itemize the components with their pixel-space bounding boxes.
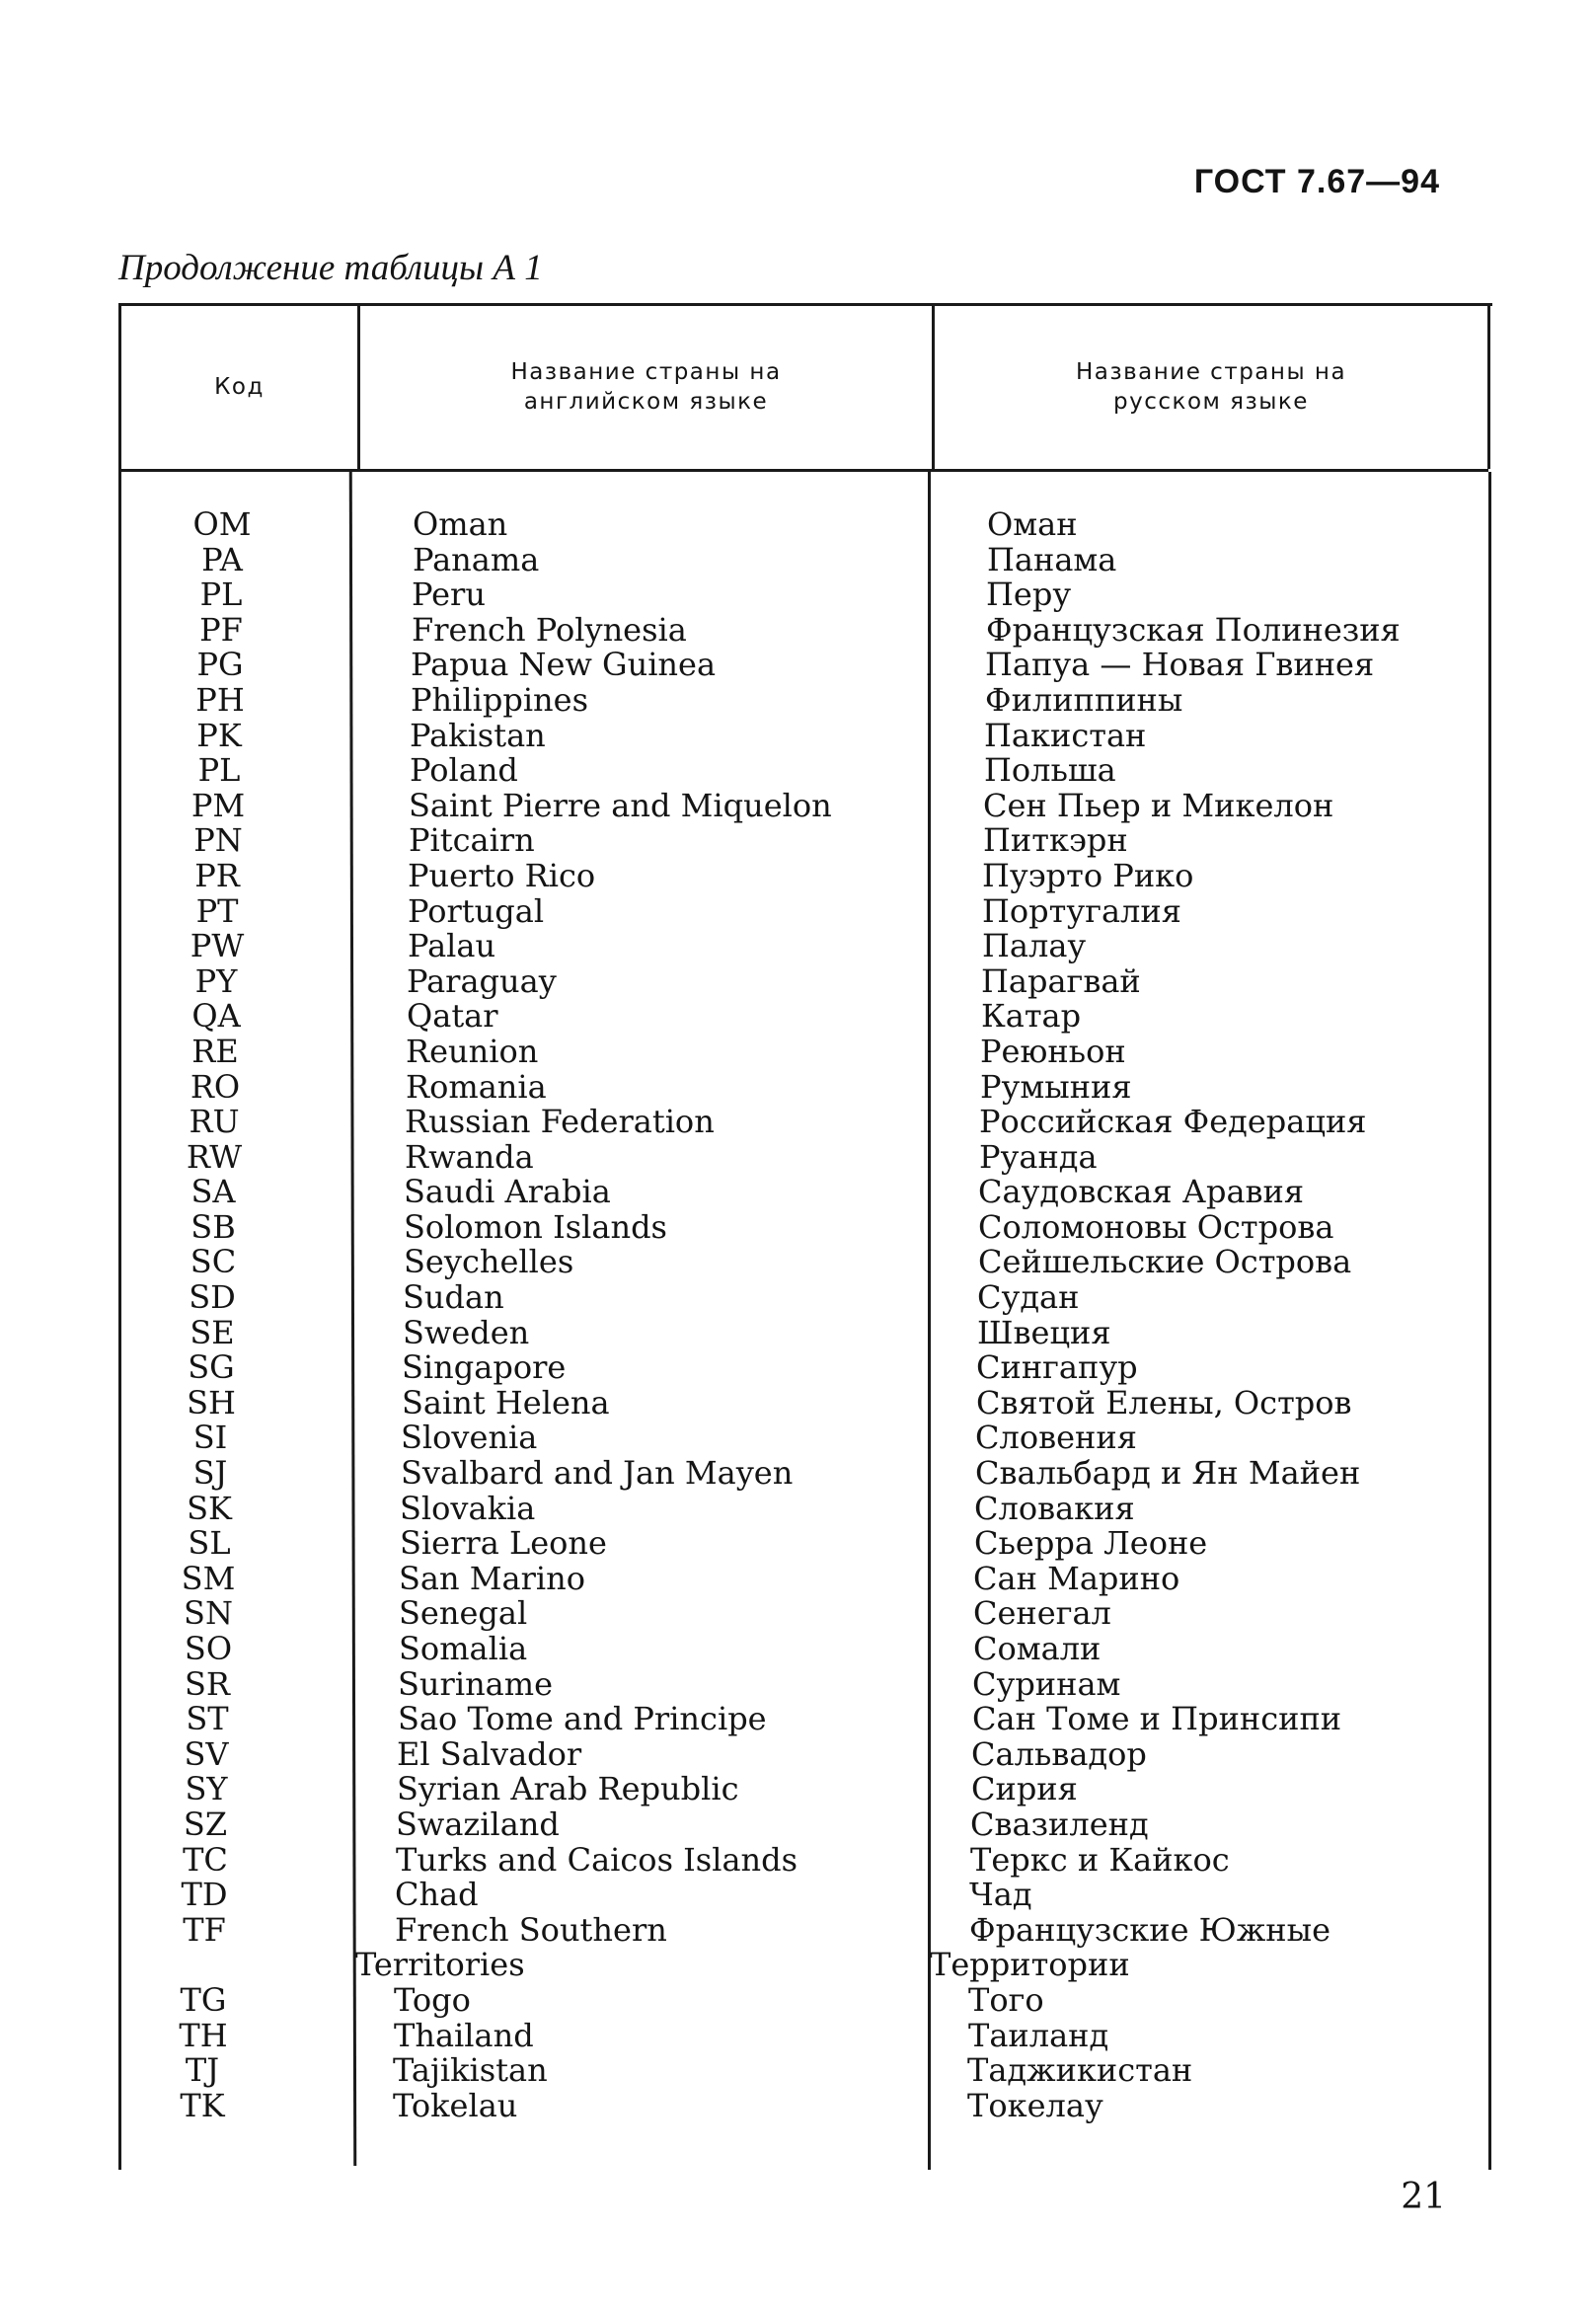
table-row [0,1067,1596,1106]
country-code: SE [190,1313,235,1351]
table-body [0,507,1596,2123]
country-name-russian: Свазиленд [970,1805,1149,1843]
table-row [0,1632,1596,1667]
table-row [0,1105,1596,1140]
country-name-russian: Сальвадор [971,1734,1147,1773]
table-row [0,823,1596,859]
country-name-russian: Словакия [974,1489,1135,1527]
country-code: SK [187,1489,232,1527]
country-code: TK [180,2086,225,2124]
country-name-english: Thailand [394,2016,534,2054]
country-name-russian: Катар [981,997,1082,1036]
table-row [0,856,1596,894]
country-name-russian: Токелау [967,2086,1103,2124]
country-name-russian: Французские Южные [969,1910,1331,1949]
country-name-russian: Сейшельские Острова [978,1243,1352,1281]
country-code: SL [188,1524,231,1563]
table-row [0,2016,1596,2054]
country-name-russian: Сен Пьер и Микелон [983,786,1334,824]
table-row [0,753,1596,789]
country-name-russian: Судан [977,1278,1080,1317]
country-code: PA [201,540,243,578]
country-name-english: Svalbard and Jan Mayen [401,1454,794,1493]
table-row [0,1313,1596,1351]
country-code: SB [190,1207,236,1246]
country-name-english: Sudan [403,1278,504,1317]
country-name-russian: Швеция [977,1313,1111,1351]
country-code: PN [193,821,243,860]
country-name-russian: Филиппины [985,680,1183,719]
country-name-english: Solomon Islands [404,1207,667,1246]
country-name-english: Sao Tome and Principe [398,1700,767,1738]
table-row [0,680,1596,719]
table-row [0,1948,1596,1983]
country-name-english: Pitcairn [409,821,535,860]
country-code: PW [190,927,245,965]
table-row [0,1280,1596,1316]
country-code: TG [180,1980,227,2019]
country-code: QA [191,997,241,1036]
table-row [0,1383,1596,1421]
table-row [0,1350,1596,1386]
page-number: 21 [1401,2177,1446,2217]
country-name-russian: Таджикистан [967,2051,1193,2090]
country-name-english: Panama [413,540,540,578]
country-name-russian: Суринам [972,1664,1121,1703]
table-row [0,1840,1596,1879]
country-code: SD [189,1278,236,1317]
country-name-english: San Marino [399,1559,586,1597]
country-name-english: French Polynesia [412,610,687,649]
column-header-russian [935,357,1487,417]
country-code: PK [196,716,242,754]
table-row [0,1664,1596,1703]
country-name-english: Suriname [398,1664,554,1703]
country-code: TF [183,1910,226,1949]
country-name-russian: Соломоновы Острова [978,1207,1334,1246]
table-row [0,1910,1596,1949]
country-code: TC [183,1840,228,1879]
table-row [0,1878,1596,1913]
country-name-russian: Сирия [971,1770,1078,1808]
country-name-english: Togo [394,1980,471,2019]
country-code: SN [184,1594,233,1633]
country-name-english: Paraguay [407,961,557,1000]
table-caption: Продолжение таблицы А 1 [118,248,543,288]
country-code: SC [190,1243,237,1281]
country-name-english: Territories [355,1946,525,1984]
country-code: SR [184,1664,230,1703]
country-code: PR [194,856,240,894]
country-name-english: Peru [412,576,486,614]
country-code: SO [184,1630,233,1667]
table-row [0,2053,1596,2089]
column-header-english-line2: английском языке [523,389,769,415]
table-top-border [118,303,1492,306]
country-name-english: Tajikistan [393,2051,548,2090]
column-divider-right-header [1487,306,1490,469]
table-row [0,1489,1596,1527]
table-row [0,540,1596,578]
country-name-russian: Пакистан [984,716,1147,754]
country-code: SZ [183,1805,228,1843]
country-code: SM [181,1559,236,1597]
country-name-english: Portugal [408,891,545,930]
country-name-english: Seychelles [404,1243,574,1281]
country-code: PL [199,576,243,614]
country-name-russian: Руанда [979,1137,1098,1176]
country-code: RE [191,1032,239,1070]
country-name-russian: Французская Полинезия [986,610,1401,649]
table-row [0,1980,1596,2019]
country-name-english: Swaziland [396,1805,560,1843]
country-name-english: Rwanda [405,1137,534,1176]
country-code: PM [190,786,246,824]
table-row [0,1175,1596,1210]
country-code: SA [190,1173,236,1211]
country-code: TH [179,2016,228,2054]
column-header-russian-line2: русском языке [1113,389,1309,415]
table-row [0,2086,1596,2124]
country-code: SJ [192,1454,228,1493]
country-name-russian: Словения [975,1419,1137,1457]
country-name-russian: Португалия [982,891,1181,930]
country-code: PT [195,891,239,930]
country-name-english: Tokelau [393,2086,518,2124]
country-name-english: Somalia [399,1630,528,1667]
country-name-russian: Пуэрто Рико [982,856,1194,894]
country-name-english: Slovenia [401,1419,538,1457]
table-row [0,507,1596,543]
country-name-english: Turks and Caicos Islands [396,1840,798,1879]
country-name-russian: Сомали [973,1630,1102,1667]
country-name-english: Poland [410,751,518,790]
country-name-russian: Сингапур [976,1348,1138,1387]
table-row [0,1456,1596,1492]
country-name-russian: Парагвай [981,961,1141,1000]
country-name-russian: Российская Федерация [979,1103,1367,1141]
table-row [0,648,1596,683]
table-row [0,1137,1596,1176]
country-name-russian: Сан Марино [973,1559,1180,1597]
country-name-english: Russian Federation [405,1103,715,1141]
country-name-english: Romania [406,1067,547,1106]
country-name-russian: Чад [969,1876,1032,1914]
country-code: PH [195,680,245,719]
table-row [0,1207,1596,1246]
country-name-english: French Southern [395,1910,667,1949]
country-name-english: Sweden [403,1313,530,1351]
country-name-russian: Палау [982,927,1087,965]
table-row [0,786,1596,824]
table-row [0,1559,1596,1597]
column-header-code [121,372,357,402]
country-code: PL [197,751,241,790]
country-name-russian: Румыния [980,1067,1132,1106]
country-name-english: Slovakia [400,1489,536,1527]
table-row [0,1421,1596,1456]
country-code: SY [185,1770,228,1808]
country-name-russian: Святой Елены, Остров [976,1383,1352,1421]
country-name-russian: Территории [930,1946,1130,1984]
table-row [0,999,1596,1035]
country-name-english: Papua New Guinea [411,646,717,684]
country-name-russian: Папуа — Новая Гвинея [985,646,1375,684]
country-code: SV [184,1734,229,1773]
country-code: RW [186,1137,243,1176]
country-name-english: Chad [395,1876,479,1914]
country-name-russian: Таиланд [968,2016,1109,2054]
table-row [0,929,1596,964]
country-code: RU [189,1103,240,1141]
country-name-russian: Сенегал [973,1594,1111,1633]
country-code: SG [188,1348,235,1387]
country-name-russian: Реюньон [980,1032,1126,1070]
table-row [0,610,1596,649]
country-name-english: Pakistan [410,716,546,754]
table-row [0,1702,1596,1737]
country-name-russian: Свальбард и Ян Майен [975,1454,1361,1493]
column-header-english-line1: Название страны на [510,359,782,385]
table-row [0,1245,1596,1280]
country-code: PG [196,646,244,684]
table-row [0,716,1596,754]
country-name-russian: Питкэрн [983,821,1128,860]
country-name-english: Syrian Arab Republic [397,1770,739,1808]
country-code: TD [181,1876,228,1914]
table-row [0,1032,1596,1070]
country-code: TJ [185,2051,220,2090]
country-name-english: Saint Pierre and Miquelon [409,786,832,824]
country-name-english: Philippines [411,680,589,719]
country-code: ST [186,1700,229,1738]
table-row [0,891,1596,930]
table-row [0,1807,1596,1843]
country-name-english: Puerto Rico [408,856,596,894]
country-name-english: Reunion [406,1032,539,1070]
country-name-russian: Саудовская Аравия [978,1173,1305,1211]
country-name-russian: Панама [987,540,1117,578]
country-name-russian: Оман [987,505,1078,543]
country-name-russian: Теркс и Кайкос [970,1840,1230,1879]
country-name-english: Qatar [407,997,498,1036]
document-code: ГОСТ 7.67—94 [1193,163,1440,200]
country-name-russian: Польша [984,751,1116,790]
country-code: RO [190,1067,241,1106]
table-row [0,577,1596,613]
table-row [0,961,1596,1000]
country-name-english: Senegal [399,1594,528,1633]
table-row [0,1772,1596,1807]
country-code: SI [192,1419,228,1457]
country-name-english: Sierra Leone [400,1524,607,1563]
country-name-english: El Salvador [397,1734,582,1773]
country-code: OM [192,505,252,543]
header-bottom-border [118,469,1488,472]
country-name-russian: Сьерра Леоне [974,1524,1208,1563]
table-row [0,1526,1596,1562]
column-header-russian-line1: Название страны на [1075,359,1347,385]
table-row [0,1596,1596,1632]
country-code: PF [199,610,243,649]
table-row [0,1734,1596,1773]
country-code: SH [187,1383,236,1421]
country-name-english: Palau [408,927,496,965]
country-name-english: Saint Helena [402,1383,610,1421]
column-header-code-label: Код [214,374,265,400]
country-code: PY [194,961,238,1000]
country-name-english: Singapore [402,1348,567,1387]
country-name-english: Oman [413,505,508,543]
country-name-russian: Сан Томе и Принсипи [972,1700,1342,1738]
country-name-english: Saudi Arabia [404,1173,611,1211]
country-name-russian: Перу [986,576,1072,614]
country-name-russian: Того [968,1980,1044,2019]
column-header-english [360,357,932,417]
